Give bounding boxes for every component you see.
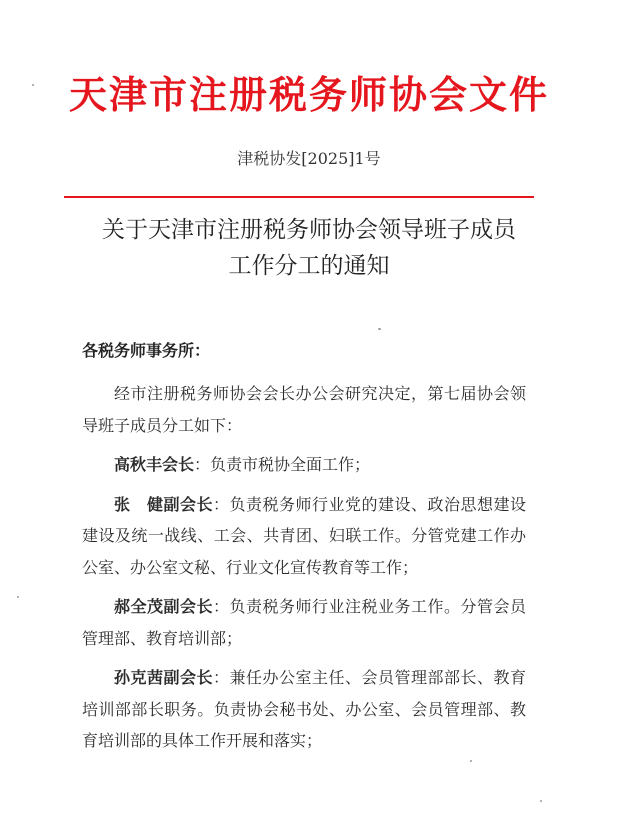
- leader-duty: ：负责税务师行业注税业务工作。分管会员管理部、教育培训部；: [82, 597, 526, 648]
- scan-speck: [470, 760, 472, 762]
- assignment-paragraph: [82, 489, 526, 584]
- header-divider-rule: [64, 196, 534, 198]
- leader-duty: ：兼任办公室主任、会员管理部部长、教育培训部部长职务。负责协会秘书处、办公室、会员管理部、教育培训部的具体工作开展和落实；: [82, 668, 526, 750]
- scan-speck: [540, 800, 542, 802]
- assignment-paragraph: [82, 591, 526, 654]
- intro-paragraph: 经市注册税务师协会会长办公会研究决定，第七届协会领导班子成员分工如下：: [82, 384, 526, 435]
- notice-body: [82, 378, 526, 757]
- document-header-title: 天津市注册税务师协会文件: [68, 72, 549, 117]
- leader-name: 高秋丰会长: [114, 455, 195, 474]
- leader-name: 张 健副会长: [114, 494, 213, 514]
- notice-title-line-2: 工作分工的通知: [228, 253, 390, 279]
- scan-speck: [32, 84, 34, 86]
- scan-speck: [378, 328, 381, 330]
- leader-duty: ：负责市税协全面工作；: [194, 455, 371, 474]
- notice-title: [0, 212, 618, 284]
- assignment-paragraph: [82, 449, 526, 481]
- document-number: 津税协发[2025]1号: [237, 149, 381, 168]
- notice-title-line-1: 关于天津市注册税务师协会领导班子成员: [102, 217, 516, 243]
- assignment-paragraph: [82, 662, 526, 757]
- leader-duty: ：负责税务师行业党的建设、政治思想建设建设及统一战线、工会、共青团、妇联工作。分管党建工作办公室、办公室文秘、行业文化宣传教育等工作；: [82, 494, 526, 577]
- leader-name: 孙克茜副会长: [114, 668, 213, 687]
- addressee: 各税务师事务所：: [82, 341, 211, 360]
- leader-name: 郝全茂副会长: [114, 597, 213, 616]
- scan-speck: [17, 596, 19, 598]
